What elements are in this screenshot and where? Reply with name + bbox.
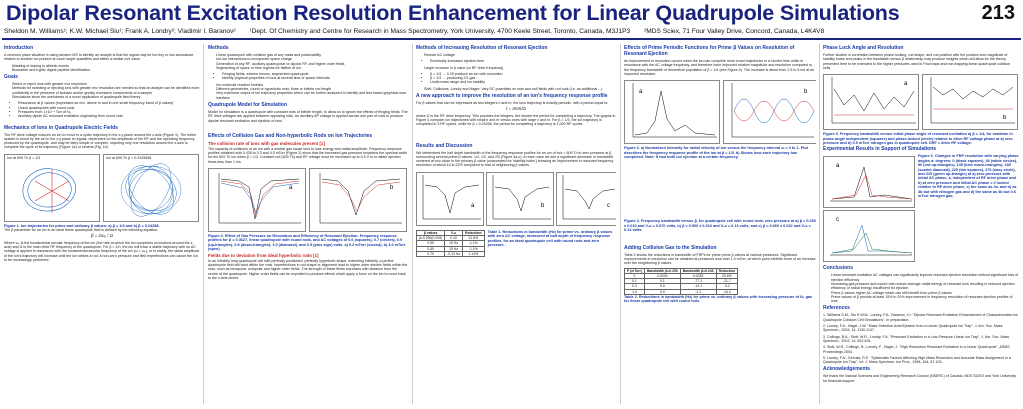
list-item: • Shift, Collisions, Londry and Hager: Vary DC potentials on rods and null fields with rod rods (I.e. an additional ...) (424, 87, 616, 91)
resolution-list (416, 53, 616, 57)
reference-item: 5. Londry, F.A.; Gervais, R.E. "Systematic Factors Affecting High Mass Resolution and Accurate Mass Assignment in a Quadrupole Ion Trap", Int. J. Mass Spectrom. Ion Proc., 1998, 164, 87-103. (823, 355, 1011, 365)
table-cell: 0 (625, 273, 645, 278)
list-item: • Auxiliary dipole AC resonant excitation originating from round rods (18, 114, 200, 118)
figure-3-caption: Figure 3. a) Normalized intensity for radial velocity of ion versus the frequency interval ω = 0 to 1. Plot describes the frequency response profile of the ion at β = 1/3. b) Shows how each trajectory has completed. Note: It had both ion ejection at a certain frequency. (624, 146, 808, 159)
conclusions-heading: Conclusions (823, 265, 854, 272)
table-row (625, 289, 738, 294)
panel-letter: b (541, 202, 545, 209)
figure-2a (208, 168, 306, 232)
figure-3b (723, 80, 816, 144)
table-1 (416, 230, 485, 257)
figure-4 (416, 170, 616, 228)
list-item: • Identify physical properties of ions at several time or space intervals (222, 76, 408, 80)
mechanics-heading: Mechanics of Ions in Quadrupole Electric Fields (4, 124, 118, 131)
velocity-curve (635, 91, 715, 135)
intro-text: A common place situation in using tandem MS to identify an analyte is that the signal may be too tiny or low abundance relative to another ion present at much larger quantities and within a similar m/z value. (4, 53, 194, 62)
column-divider (819, 44, 820, 404)
resolution-sublist (416, 59, 616, 63)
column-5 (823, 44, 1019, 406)
panel-letter: a (904, 81, 908, 88)
figure-2 (208, 166, 408, 234)
list-item: • Prime values of β provide at least 15% to 20% improvement in frequency resolution of resonant ejection profiles of ions (831, 295, 1019, 304)
list-item: • Ion-ion interactions to incorporate space charge (216, 57, 408, 61)
results-heading: Results and Discussion (416, 142, 473, 149)
list-item: • Prime β values higher AC voltage which can still benefit from prime β values (831, 291, 1019, 295)
goals-list (4, 82, 200, 99)
phase-plot-b (923, 75, 1017, 129)
goals-sublist (4, 101, 200, 118)
frp-plot-c (824, 211, 914, 261)
reference-list (823, 313, 1019, 364)
novel-approach-heading: A new approach to improve the resolution of an ion's frequency response profile (416, 93, 608, 100)
table-cell: 0.1 (644, 279, 680, 284)
table-cell: 1.4 (625, 289, 645, 294)
profile-curve (322, 179, 400, 215)
frp-curve (832, 233, 912, 253)
profile-curve (221, 181, 299, 217)
list-item: • Simulations show the usefulness of a novel application of quadrupole field theory (12, 95, 200, 99)
table-row (417, 251, 485, 256)
table-row (417, 241, 485, 246)
novel-text-2: where Ω is the RF drive frequency. This provides the integers, the shorter the period for completing a trajectory. The graphs in Figure 4 compare ion trajectories with small n and m versus ones with large n and m. For β = 1/3, the ion trajectory is completed in 3 RF cycles, while for β = 0.24258, the period for completing a trajectory is 1,000 RF cycles. (416, 113, 616, 127)
table-cell: -1.1 (680, 289, 716, 294)
figure-1b-label: Ion at 609 Th β = 0.2425958 (106, 155, 152, 160)
table-row (417, 246, 485, 251)
panel-letter: c (836, 217, 839, 224)
figure-3 (624, 78, 816, 146)
table-cell: 15 Hz (445, 246, 463, 251)
effects-heading: Effects of Collision Gas and Non-hyperbolic Rods on Ion Trajectories (208, 132, 373, 139)
list-item: • Fringing fields, exterior lenses, segmented quadrupole (222, 72, 408, 76)
effects-text: The capacity of collisions of an ion with a neutral gas cause ions to lose energy and radial amplitude. Frequency response profiles obtained with 0.428 to 0.3 and 4.0 mTorr (Figure 2) show that the increased gas pressure broadens the spectral width for the 609 Th ion when β = 1/3. Constant rod (609 Th) and RF voltage must be increased up to 0.9 V to re-attain ejection times less than 1 ms. (208, 146, 408, 164)
table-1-block (416, 230, 616, 257)
table-cell: 0.0200 (644, 273, 680, 278)
reference-item: 2. Londry, F.A.; Hager, J.W. "Mass Selective Axial Ejection from a Linear Quadrupole Ion Trap", J. Am. Soc. Mass Spectrom., 2003, 14, 1130-1147. (823, 324, 1003, 333)
table-cell: 0.1 (625, 279, 645, 284)
list-item: • β = 1/3 → producing 2/1 gas ... (430, 76, 616, 80)
table-cell: 0.70 (417, 251, 445, 256)
table-cell: 21.5% (463, 236, 485, 241)
table-cell: -14.4 (716, 289, 738, 294)
figure-1 (4, 152, 200, 224)
figure-1a (4, 154, 100, 222)
period-equation: t = 4πm/Ω (506, 106, 526, 112)
figure-4c (556, 172, 616, 226)
beta-text-2: Where ωᵤ is the fundamental secular frequency of the ion (the rate at which the ion completes revolutions around the z-axis) and Ω is the main drive RF frequency of the quadrupole. For β = 1/n, the ion will trace a stable trajectory with no AC voltage is applied in resonance with the fundamental secular frequency of the ion (ω = ωᵤ), or is stably, the radial amplitude of the ion's trajectory will increase until the ion strikes a rod. A non-zero pressure and field imperfections can cause the ion to be increasingly perturbed. (4, 240, 200, 262)
table-cell: 1.14% (463, 251, 485, 256)
intro-list (4, 64, 200, 73)
panel-letter: c (607, 202, 610, 209)
acknowledgements-heading: Acknowledgements (823, 366, 870, 373)
reference-item: 3. Collings, B.A.; Stott, W.R.; Londry, F.A. "Resonant Excitation in a Low-Pressure Linear Ion Trap", J. Am. Soc. Mass Spectrom., 2003, 14, 622-634. (823, 334, 1010, 343)
list-item: • Very extensive output of ion trajectory properties which can be further analyzed to identify and test based graphical user interface (216, 91, 408, 100)
trajectory-plot-a (5, 161, 99, 219)
affiliation-1: ¹Dept. Of Chemistry and Centre for Research in Mass Spectrometry, York University, 4700 Keele Street, Toronto, Canada, M3J1P3 (249, 28, 631, 35)
frp-curve (832, 175, 912, 199)
list-item: • Linear resonant excitation AC voltages can significantly improve resonant ejection resolution without significant loss of ejection efficiency (831, 273, 1019, 282)
list-item: • Masking of doping in athletic events (12, 64, 200, 68)
list-item: • Biomarker and tryptic digest peptide identification (12, 68, 200, 72)
resolution-list (416, 87, 616, 91)
figure-1-caption: Figure 1. Ion trajectories for prime and ordinary β values: a) β = 1/3 and b) β = 0.24258. (4, 223, 160, 228)
table-cell: 0.0 (644, 289, 680, 294)
table-header-cell: Reduction (463, 230, 485, 235)
list-item: • Segmenting of space or time regions for flatline of ion (216, 66, 408, 70)
figure-4a (416, 172, 484, 226)
methods-sublist (208, 72, 408, 81)
frequency-profile-b (310, 169, 406, 231)
figure-2-caption: Figure 2. Effect of Gas Pressure on Resolution and Efficiency of Resonant Ejection. Frequency response profiles for β = 0.3627, linear quadrupole with round rods, and AC voltages of 0.6 (squares), 0.7 (circles), 0.9 (up-triangles), 0.8 (down-triangles), 1.0 (diamond), and 0.9 (plus sign) volts. a) 0.2 mTorr (closed), b) 4.0 mTorr (open). (208, 234, 406, 252)
figure-6a (823, 156, 915, 208)
velocity-plot-b (724, 81, 816, 143)
phase-lock-text: Further studies in correlation between phase-locking, rod shape, and rod position with the position and magnitude of stability holes and peaks in the bandwidth versus β relationship may produce insights which will allow for the theory presented here to be extended to the higher pressures used in Paul traps and non-trapping linear quadrupole collision cells. (823, 53, 1011, 70)
table-cell: 0.50 (417, 241, 445, 246)
velocity-plot-a (625, 81, 719, 143)
table-header-cell: Bandwidth β=0.250 (644, 268, 680, 273)
poster-header (0, 0, 1023, 27)
table-cell: 5.0 (644, 284, 680, 289)
table-2-block (624, 268, 816, 295)
mechanics-text: The RF drive voltage induces an ion to move in a cyclic trajectory in the x-y plane around the z-axis (Figure 1). The entire system is tuned by the ion in the x-y plane is regular, dependent on the amplitude of the RF and the operating frequency produced by the quadrupole, and may be fairly simple or complex, requiring only one resolution around the z-axis to complete the cycle of its trajectory (Figure 1a) or several (Fig. 1b). (4, 132, 197, 150)
list-item: • Eventually increases ejection time (430, 59, 616, 63)
list-item: • Pressures from 1×10⁻⁴ Torr of N₂ (18, 110, 200, 114)
list-item: • Larger increase in β value (or RF drive frequency) (424, 66, 616, 70)
figure-5a (823, 74, 919, 130)
list-item: • Generation of any RF, auxiliary quadrupolar or dipolar RF, and higher order fields (216, 62, 408, 66)
table-header-cell: P (mTorr) (625, 268, 645, 273)
table-header-cell: β values (417, 230, 445, 235)
profile-curve (322, 182, 400, 211)
page-number: 213 (981, 2, 1015, 24)
velocity-curve (734, 101, 814, 121)
experimental-heading: Experimental Results in Support of Simulations (823, 146, 937, 153)
column-divider (203, 44, 204, 404)
table-1-caption: Table 1. Reductions in bandwidth (Hz) for prime vs. ordinary β values with zero AC voltage, measured at half depth of frequency response profiles, for an ideal quadrupole cell with round rods and zero pressure. (487, 229, 613, 247)
table-cell: 0.3 (625, 284, 645, 289)
increasing-resolution-heading: Methods of Increasing Resolution of Resonant Ejection (416, 45, 548, 51)
trajectory-plot-b (104, 161, 198, 219)
column-divider (412, 44, 413, 404)
table-cell: 15 Hz (445, 241, 463, 246)
list-item: • Resonance at β values (expressed as m/z, above m and in one small frequency band of β values) (18, 101, 200, 105)
list-item: • Different geometries, round or hyperbolic rods, finite or infinite rod length (216, 87, 408, 91)
table-cell: β=0.250(0.005) (417, 236, 445, 241)
fields-subheading: Fields due to deviation from ideal hyperbolic rods [1] (208, 252, 319, 258)
table-cell: -1.1% (463, 241, 485, 246)
column-3 (416, 44, 616, 406)
list-item: • Reduce AC voltage (424, 53, 616, 57)
panel-letter: b (1003, 115, 1007, 122)
table-cell: -14.1 (680, 284, 716, 289)
figure-5b (922, 74, 1018, 130)
table-cell: 20.6% (716, 273, 738, 278)
trajectory-curve (119, 161, 183, 219)
list-item: • β = 1/4 → 0.25 produce an ion with resolution (430, 72, 616, 76)
header-rule (2, 38, 1021, 40)
figure-6c (823, 210, 915, 262)
table-header-cell: Reduction (716, 268, 738, 273)
table-cell: -0.13 Hz (445, 251, 463, 256)
methods-heading: Methods (208, 45, 229, 51)
methods-list-more (208, 83, 408, 100)
goals-heading: Goals (4, 74, 18, 81)
column-divider (620, 44, 621, 404)
phase-lock-heading: Phase Lock Angle and Resolution (823, 45, 904, 51)
beta-equation: β = 2ωᵤ / Ω (91, 233, 113, 239)
list-item: • Linear quadrupoles with round rods (18, 106, 200, 110)
frp-plot-a (824, 157, 914, 207)
model-text: Model for simulation is a quadrupole with constant rods of infinite length, to allow us to ignore the effects of fringing fields. The RF drive voltages are applied between opposing rods. An auxiliary AP voltage is applied across one pair of rods to produce dipolar resonant excitation and ejection of ions. (208, 109, 408, 123)
figure-5 (823, 72, 1019, 132)
model-heading: Quadrupole Model for Simulation (208, 101, 287, 108)
table-cell: 0.0252 (680, 273, 716, 278)
trajectory-curve (23, 169, 76, 214)
table-cell: 0.40 (445, 236, 463, 241)
beta-text: The β parameter for an ion in an ideal linear quadrupole field is defined by the following equation: (4, 228, 159, 233)
affiliation-2: ²MDS Sciex, 71 Four Valley Drive, Concord, Canada, L4K4V8 (644, 28, 825, 35)
collision-gas-text: Table 2 shows the reductions in bandwidth of FRPs for prime prime β values at various pressures. Significant improvements in resolution can be obtained at pressures less than 1.4 mTorr, at which point exhibits more of an increase over the neighboring β values. (624, 252, 816, 266)
frequency-profile-a (209, 169, 305, 231)
intro-heading: Introduction (4, 45, 34, 51)
author-line (4, 28, 1019, 35)
table-header-cell: Vₐc (445, 230, 463, 235)
table-2 (624, 268, 738, 295)
figure-2b (309, 168, 407, 232)
column-1 (4, 44, 200, 406)
bandwidth-plot-c (557, 173, 616, 225)
poster-title: Dipolar Resonant Excitation Resolution Enhancement for Linear Quadrupole Simulations (6, 1, 900, 25)
bandwidth-plot-b (487, 173, 553, 225)
panel-letter: b (804, 89, 808, 96)
table-2-caption: Table 2. Reductions in bandwidth (Hz) for prime vs. ordinary β values with increasing pressure of N₂ gas for linear quadrupole cell with round rods. (624, 295, 813, 304)
collision-gas-heading: Adding Collision Gas to the Simulation (624, 244, 717, 251)
panel-letter: a (836, 163, 840, 170)
column-2 (208, 44, 408, 406)
bandwidth-plot-a (417, 173, 483, 225)
prime-periodic-text: An improvement in resolution occurs when the ion can complete more exact trajectories in a shorter time while in resonance with the AC voltage frequency, and therefore have improved relative magnitude and resolution compared to the frequency bandwidth of theoretical population of β = 1/4 (see Figure 4). The increase is about from 2.5 to 5 ms at an improved resolution. (624, 59, 815, 76)
fields-text: In an infinitely long quadrupole cell with perfectly positioned, perfectly hyperbolic shape, extending infinitely, a perfect quadrupole field will exist within the rods. Imperfections in rod shape or alignment lead to higher order electric fields within the rods, such as hexapolar, octopolar and higher order fields. The strength of these fields increases with distance from the centre of the quadrupole. Higher order fields can be exploited to produce effects which apply a force on the ion to move back to the z-axis centre. (208, 258, 408, 280)
panel-letter: b (390, 185, 394, 192)
figure-6-caption: Figure 6. Changes in FRP resolution with varying phase angles a: degrees; 0 (black squares), 46 (white circles), 90 (red up-triangles), 135 (blue down-triangles), 180 (scarlet diamond), 225 (tan squares), 270 (navy circle), and 315 (green up-triangle) at a) zero pressure with initial AC phase, a, independent of RF drive phase and b) at zero pressure and initial AC phase = 0 locked relative to RF drive phase, c) the same as 4a, and d) as 4b but with nitrogen gas and d) the same as 4b but 0.6 mTorr nitrogen gas. (918, 154, 1019, 199)
phase-plot-a (824, 75, 918, 129)
profile-curve (221, 183, 299, 213)
novel-text: For β values that can be expressed as two integers n and m, the ions trajectory is exactly periodic, with a period equal to: (416, 101, 609, 106)
figure-4-caption: Figure 4. Frequency bandwidth versus β, for quadrupole cell with round rods, zero pressure at a) β = 0.250 ± 0.010 and Vₐc = 0.070 volts, b) β = 0.500 ± 0.013 and Vₐc = 0.13 volts, and c) β = 0.666 ± 0.022 and Vₐc = 0.13 volts. (624, 219, 816, 233)
phase-curve (933, 87, 1013, 99)
acknowledgements-text: We thank the Natural Sciences and Engineering Research Council (NSERC) of Canada, MDS SCIEX and York University for financial support. (823, 374, 1016, 383)
table-cell: 0.60 (417, 246, 445, 251)
figure-1a-label: Ion at 609 Th β = 1/3 (7, 155, 41, 160)
figure-4b (486, 172, 554, 226)
resolution-sublist (416, 72, 616, 85)
list-item: • Methods for selecting or ejecting ions with greater m/z resolution are needed so that an analyte can be identified more confidently in the presence of isobaric and/or greatly excessive components of a sample (12, 86, 200, 95)
resolution-list (416, 66, 616, 70)
figure-3a (624, 80, 720, 144)
table-cell: -1.1% (463, 246, 485, 251)
list-item: • Increasing gas pressure and round rods reduce average radial energy of resonant ions resulting in reduced ejection efficiency or radial energy insufficient for ejection (831, 282, 1019, 291)
methods-list (208, 53, 408, 70)
references-heading: References (823, 305, 850, 312)
table-header-cell: Bandwidth β=0.245 (680, 268, 716, 273)
reference-item: 1. Williams S.M., Siu K.W.M., Londry, F.A., Baranov, V.I. "Dipolar Resonant Excitation Enhancement of Characterization for Quadrupole Collision Cell Simulations", in preparation. (823, 313, 1018, 322)
panel-letter: a (471, 202, 475, 209)
phase-curve (834, 89, 914, 111)
results-text: We determined the half depth bandwidth of the frequency response profiles for an ion of m/z = 609 Th in zero pressure at β surrounding several prime β values: 1/4, 1/2, and 2/3 (Figure 4a-c). In each case we see a significant decrease in bandwidth centered at m/z close to the primary β value (unaccepted for 'stability holes') showing an improvement in resonant frequency resolution of about 14 to 22% compared to that of neighboring β values. (416, 150, 614, 168)
figure-6-block (823, 154, 1019, 264)
effects-subheading: The collision rate of ions with gas molecules present [1] (208, 140, 325, 146)
panel-letter: a (289, 185, 293, 192)
list-item: • Limits mass range and ion stability (430, 80, 616, 84)
list-item: • Select or reject ions with greater m/z resolution (12, 82, 200, 86)
list-item: • Linear quadrupole with collision gas of any mass and polarizability (216, 53, 408, 57)
column-4 (624, 44, 816, 406)
table-cell: -21.7 (716, 279, 738, 284)
panel-letter: a (639, 89, 643, 96)
list-item: • Ion molecule reaction kinetics (216, 83, 408, 87)
figure-5-caption: Figure 5. Frequency bandwidth versus initial phase angle of resonant excitation a) β = 1/4, for variation in phase angle independent (squares) and phase-locked (circle) relative to drive RF voltage phase at a) zero pressure and b) 0.6 mTorr nitrogen gas in quadrupole cell. DRF = drive RF voltage. (823, 132, 1013, 145)
author-names: Sheldon M. Williams¹; K.W. Michael Siu¹; Frank A. Londry²; Vladimir I. Baranov² (4, 28, 236, 35)
figure-6 (823, 154, 915, 264)
table-row (417, 236, 485, 241)
table-cell: -3.2 (716, 284, 738, 289)
conclusions-list (823, 273, 1019, 303)
figure-1b (103, 154, 199, 222)
reference-item: 4. Stott, W.R., Collings, B., Londry, F., Hager, J. "High Resolution Resonant Excitation in a Linear Quadrupole", ASMS Proceedings 2004. (823, 345, 1010, 354)
table-header-row (417, 230, 485, 235)
prime-periodic-heading: Effects of Prime Periodic Functions for Prime β Values on Resolution of Resonant Ejection (624, 45, 795, 57)
table-cell: -77.1 (680, 279, 716, 284)
